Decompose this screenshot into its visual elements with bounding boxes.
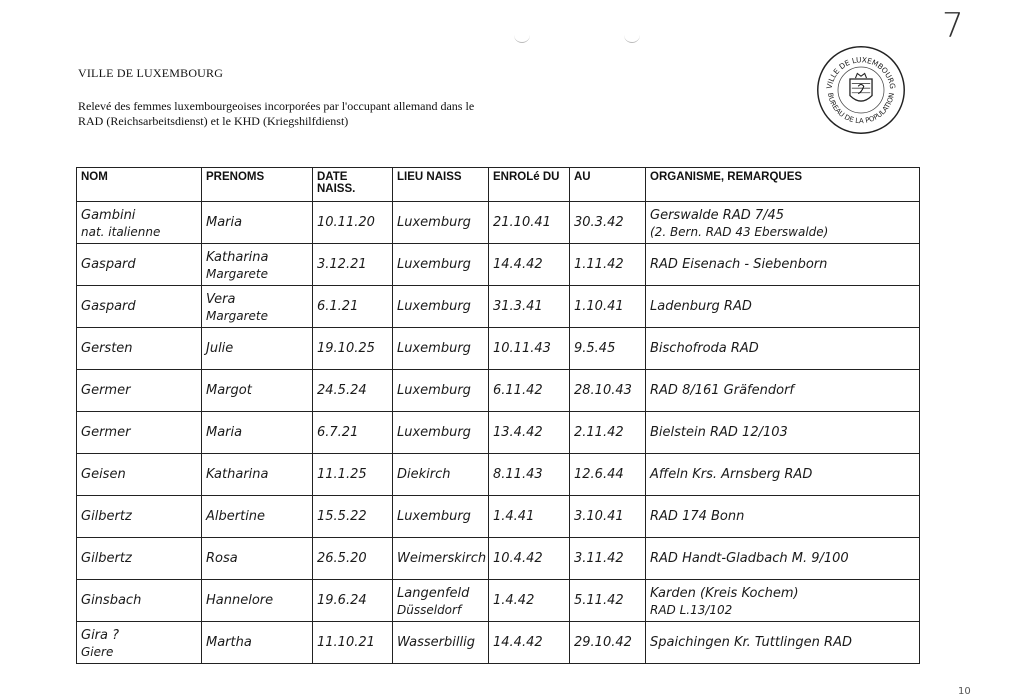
seal-top-text: VILLE DE LUXEMBOURG bbox=[824, 55, 898, 90]
organisation-remarks-cell: Ladenburg RAD bbox=[646, 286, 920, 328]
table-row bbox=[77, 286, 920, 328]
birth-date-cell: 19.6.24 bbox=[313, 580, 393, 622]
enrolled-from-cell: 10.4.42 bbox=[489, 538, 570, 580]
first-names-cell: Maria bbox=[202, 412, 313, 454]
enrolled-until-cell: 3.10.41 bbox=[570, 496, 646, 538]
table-row bbox=[77, 622, 920, 664]
birth-place-cell: Luxemburg bbox=[393, 496, 489, 538]
column-header: ORGANISME, REMARQUES bbox=[646, 168, 920, 202]
birth-date-cell: 10.11.20 bbox=[313, 202, 393, 244]
enrolled-until-cell: 1.11.42 bbox=[570, 244, 646, 286]
first-names-cell-line: Katharina bbox=[206, 250, 269, 265]
organisation-remarks-cell: RAD 174 Bonn bbox=[646, 496, 920, 538]
birth-place-cell: Luxemburg bbox=[393, 412, 489, 454]
document-header bbox=[78, 66, 598, 129]
table-row bbox=[77, 244, 920, 286]
city-heading: VILLE DE LUXEMBOURG bbox=[78, 66, 224, 80]
birth-date-cell: 6.7.21 bbox=[313, 412, 393, 454]
organisation-remarks-cell-line: Gerswalde RAD 7/45 bbox=[650, 208, 785, 223]
first-names-cell: Katharina bbox=[202, 454, 313, 496]
birth-date-cell: 6.1.21 bbox=[313, 286, 393, 328]
birth-place-cell bbox=[393, 580, 489, 622]
birth-place-cell-line: Düsseldorf bbox=[397, 603, 462, 617]
birth-date-cell: 11.1.25 bbox=[313, 454, 393, 496]
surname-cell-line: nat. italienne bbox=[81, 225, 161, 239]
enrolled-until-cell: 5.11.42 bbox=[570, 580, 646, 622]
birth-place-cell-line: Langenfeld bbox=[397, 586, 470, 601]
surname-cell bbox=[77, 622, 202, 664]
organisation-remarks-cell bbox=[646, 580, 920, 622]
register-table bbox=[76, 167, 920, 664]
surname-cell: Germer bbox=[77, 370, 202, 412]
birth-date-cell: 3.12.21 bbox=[313, 244, 393, 286]
table-row bbox=[77, 202, 920, 244]
table-header-row bbox=[77, 168, 920, 202]
enrolled-from-cell: 10.11.43 bbox=[489, 328, 570, 370]
column-header: LIEU NAISS bbox=[393, 168, 489, 202]
surname-cell: Gersten bbox=[77, 328, 202, 370]
organisation-remarks-cell-line: Karden (Kreis Kochem) bbox=[650, 586, 799, 601]
first-names-cell-line: Vera bbox=[206, 292, 236, 307]
column-header: AU bbox=[570, 168, 646, 202]
description-line: RAD (Reichsarbeitsdienst) et le KHD (Kriegshilfdienst) bbox=[78, 114, 349, 128]
enrolled-from-cell: 1.4.41 bbox=[489, 496, 570, 538]
surname-cell-line: Gambini bbox=[81, 208, 136, 223]
enrolled-from-cell: 14.4.42 bbox=[489, 622, 570, 664]
first-names-cell: Julie bbox=[202, 328, 313, 370]
seal-bottom-text: BUREAU DE LA POPULATION bbox=[825, 92, 897, 126]
table-row bbox=[77, 328, 920, 370]
enrolled-until-cell: 9.5.45 bbox=[570, 328, 646, 370]
column-header: DATE NAISS. bbox=[313, 168, 393, 202]
birth-place-cell: Luxemburg bbox=[393, 328, 489, 370]
coat-of-arms-icon bbox=[850, 73, 872, 101]
birth-place-cell: Luxemburg bbox=[393, 370, 489, 412]
birth-date-cell: 15.5.22 bbox=[313, 496, 393, 538]
enrolled-from-cell: 13.4.42 bbox=[489, 412, 570, 454]
enrolled-from-cell: 8.11.43 bbox=[489, 454, 570, 496]
organisation-remarks-cell-line: (2. Bern. RAD 43 Eberswalde) bbox=[650, 225, 829, 239]
organisation-remarks-cell: RAD Eisenach - Siebenborn bbox=[646, 244, 920, 286]
page-number: 7 bbox=[942, 6, 964, 46]
surname-cell: Geisen bbox=[77, 454, 202, 496]
first-names-cell: Martha bbox=[202, 622, 313, 664]
first-names-cell: Margot bbox=[202, 370, 313, 412]
description-line: Relevé des femmes luxembourgeoises incorporées par l'occupant allemand dans le bbox=[78, 99, 475, 113]
column-header: PRENOMS bbox=[202, 168, 313, 202]
svg-text:BUREAU DE LA POPULATION bbox=[826, 92, 896, 125]
enrolled-from-cell: 14.4.42 bbox=[489, 244, 570, 286]
punch-hole-mark bbox=[514, 30, 530, 43]
enrolled-from-cell: 31.3.41 bbox=[489, 286, 570, 328]
enrolled-until-cell: 3.11.42 bbox=[570, 538, 646, 580]
enrolled-until-cell: 12.6.44 bbox=[570, 454, 646, 496]
organisation-remarks-cell: Spaichingen Kr. Tuttlingen RAD bbox=[646, 622, 920, 664]
enrolled-from-cell: 1.4.42 bbox=[489, 580, 570, 622]
surname-cell: Gaspard bbox=[77, 244, 202, 286]
table-row bbox=[77, 412, 920, 454]
first-names-cell: Maria bbox=[202, 202, 313, 244]
enrolled-until-cell: 1.10.41 bbox=[570, 286, 646, 328]
surname-cell: Gilbertz bbox=[77, 496, 202, 538]
first-names-cell bbox=[202, 286, 313, 328]
first-names-cell: Rosa bbox=[202, 538, 313, 580]
surname-cell-line: Gira ? bbox=[81, 628, 120, 643]
register-body bbox=[77, 202, 920, 664]
organisation-remarks-cell: Affeln Krs. Arnsberg RAD bbox=[646, 454, 920, 496]
birth-place-cell: Weimerskirch bbox=[393, 538, 489, 580]
organisation-remarks-cell: Bischofroda RAD bbox=[646, 328, 920, 370]
enrolled-until-cell: 28.10.43 bbox=[570, 370, 646, 412]
birth-place-cell: Luxemburg bbox=[393, 286, 489, 328]
enrolled-until-cell: 2.11.42 bbox=[570, 412, 646, 454]
table-row bbox=[77, 538, 920, 580]
first-names-cell-line: Margarete bbox=[206, 309, 269, 323]
enrolled-until-cell: 30.3.42 bbox=[570, 202, 646, 244]
organisation-remarks-cell: RAD 8/161 Gräfendorf bbox=[646, 370, 920, 412]
birth-place-cell: Luxemburg bbox=[393, 244, 489, 286]
footer-mark: 10 bbox=[958, 686, 971, 697]
document-description bbox=[78, 99, 598, 129]
first-names-cell: Hannelore bbox=[202, 580, 313, 622]
column-header: ENROLé DU bbox=[489, 168, 570, 202]
birth-date-cell: 11.10.21 bbox=[313, 622, 393, 664]
birth-place-cell: Wasserbillig bbox=[393, 622, 489, 664]
surname-cell: Ginsbach bbox=[77, 580, 202, 622]
birth-date-cell: 19.10.25 bbox=[313, 328, 393, 370]
surname-cell: Gilbertz bbox=[77, 538, 202, 580]
birth-place-cell: Diekirch bbox=[393, 454, 489, 496]
birth-date-cell: 26.5.20 bbox=[313, 538, 393, 580]
surname-cell: Germer bbox=[77, 412, 202, 454]
table-row bbox=[77, 454, 920, 496]
table-row bbox=[77, 580, 920, 622]
organisation-remarks-cell: Bielstein RAD 12/103 bbox=[646, 412, 920, 454]
first-names-cell-line: Margarete bbox=[206, 267, 269, 281]
punch-hole-mark bbox=[624, 30, 640, 43]
organisation-remarks-cell bbox=[646, 202, 920, 244]
enrolled-from-cell: 6.11.42 bbox=[489, 370, 570, 412]
birth-date-cell: 24.5.24 bbox=[313, 370, 393, 412]
organisation-remarks-cell-line: RAD L.13/102 bbox=[650, 603, 733, 617]
enrolled-until-cell: 29.10.42 bbox=[570, 622, 646, 664]
first-names-cell: Albertine bbox=[202, 496, 313, 538]
table-row bbox=[77, 496, 920, 538]
first-names-cell bbox=[202, 244, 313, 286]
birth-place-cell: Luxemburg bbox=[393, 202, 489, 244]
surname-cell-line: Giere bbox=[81, 645, 114, 659]
organisation-remarks-cell: RAD Handt-Gladbach M. 9/100 bbox=[646, 538, 920, 580]
table-row bbox=[77, 370, 920, 412]
surname-cell bbox=[77, 202, 202, 244]
enrolled-from-cell: 21.10.41 bbox=[489, 202, 570, 244]
city-seal-stamp bbox=[815, 44, 907, 136]
surname-cell: Gaspard bbox=[77, 286, 202, 328]
column-header: NOM bbox=[77, 168, 202, 202]
